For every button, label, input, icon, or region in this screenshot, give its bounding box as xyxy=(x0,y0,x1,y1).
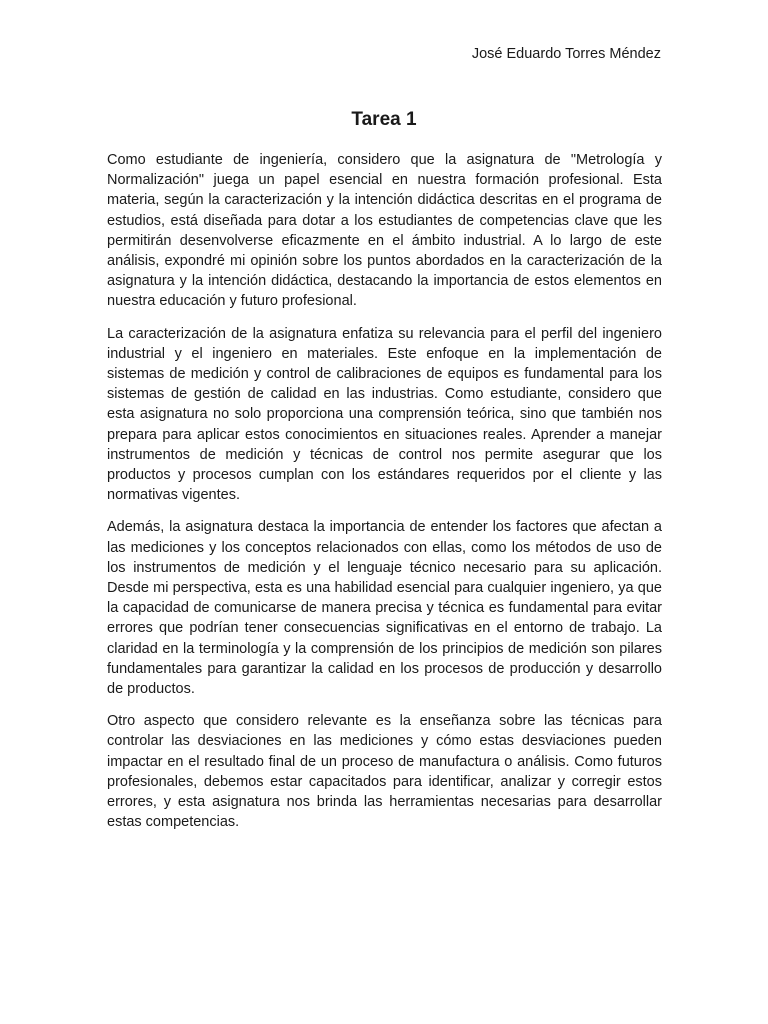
paragraph: La caracterización de la asignatura enfatiza su relevancia para el perfil del ingeniero industrial y el ingeniero en materiales. Este enfoque en la implementación de sistemas de medición y control de calibraciones de equipos es fundamental para los sistemas de gestión de calidad en las industrias. Como estudiante, considero que esta asignatura no solo proporciona una comprensión teórica, sino que también nos prepara para aplicar estos conocimientos en situaciones reales. Aprender a manejar instrumentos de medición y técnicas de control nos permite asegurar que los productos y procesos cumplan con los estándares requeridos por el cliente y las normativas vigentes. xyxy=(107,325,662,504)
document-title: Tarea 1 xyxy=(351,109,417,130)
document-body xyxy=(107,150,662,845)
paragraph: Otro aspecto que considero relevante es la enseñanza sobre las técnicas para controlar las desviaciones en las mediciones y cómo estas desviaciones pueden impactar en el resultado final de un proceso de manufactura o análisis. Como futuros profesionales, debemos estar capacitados para identificar, analizar y corregir estos errores, y esta asignatura nos brinda las herramientas necesarias para desarrollar estas competencias. xyxy=(107,713,662,831)
paragraph: Como estudiante de ingeniería, considero que la asignatura de "Metrología y Normalización" juega un papel esencial en nuestra formación profesional. Esta materia, según la caracterización y la intención didáctica descritas en el programa de estudios, está diseñada para dotar a los estudiantes de competencias clave que les permitirán desenvolverse eficazmente en el ámbito industrial. A lo largo de este análisis, expondré mi opinión sobre los puntos abordados en la caracterización de la asignatura y la intención didáctica, destacando la importancia de estos elementos en nuestra educación y futuro profesional. xyxy=(107,152,662,310)
paragraph: Además, la asignatura destaca la importancia de entender los factores que afectan a las mediciones y los conceptos relacionados con ellas, como los métodos de uso de los instrumentos de medición y el lenguaje técnico necesario para su aplicación. Desde mi perspectiva, esta es una habilidad esencial para cualquier ingeniero, ya que la capacidad de comunicarse de manera precisa y técnica es fundamental para evitar errores que podrían tener consecuencias significativas en el entorno de trabajo. La claridad en la terminología y la comprensión de los principios de medición son pilares fundamentales para garantizar la calidad en los procesos de producción y desarrollo de productos. xyxy=(107,519,662,698)
author-name: José Eduardo Torres Méndez xyxy=(471,46,661,62)
